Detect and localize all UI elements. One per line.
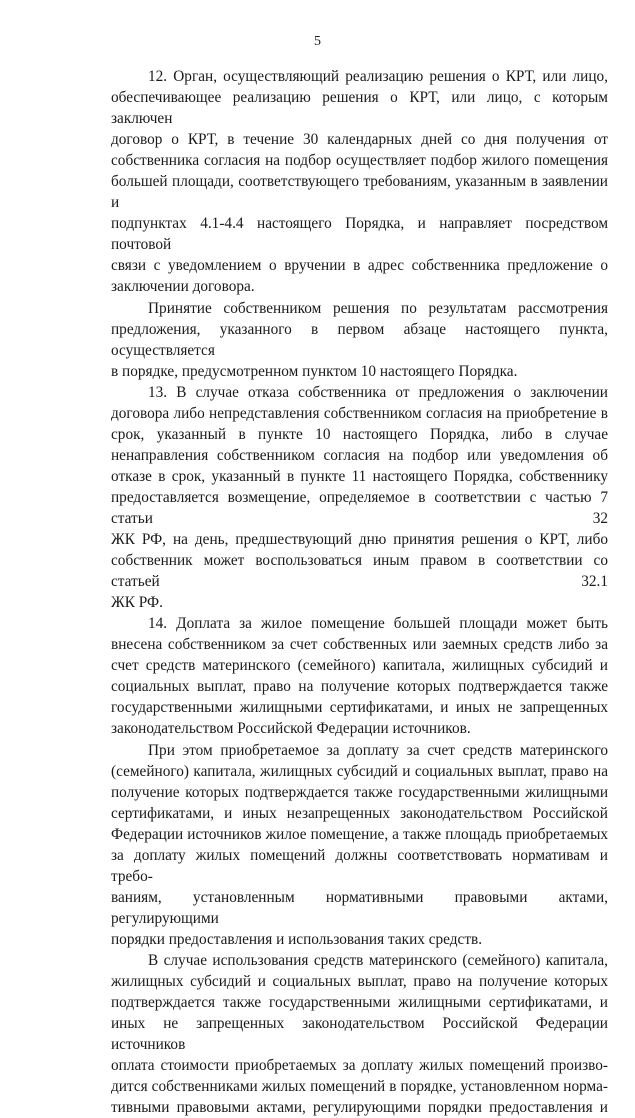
text-line: 14. Доплата за жилое помещение большей площади может быть	[148, 615, 608, 633]
text-line: предложения, указанного в первом абзаце настоящего пункта, осуществляется	[111, 320, 608, 359]
text-line: тивными правовыми актами, регулирующими порядки предоставления и	[111, 1099, 608, 1117]
text-line: ненаправления собственником согласия на подбор или уведомления об	[111, 446, 608, 464]
text-line: счет средств материнского (семейного) капитала, жилищных субсидий и	[111, 657, 608, 675]
paragraph	[111, 950, 608, 1118]
text-line: дится собственниками жилых помещений в порядке, установленном норма-	[111, 1078, 608, 1096]
text-line: подпунктах 4.1-4.4 настоящего Порядка, и направляет посредством почтовой	[111, 215, 608, 254]
text-line: 12. Орган, осуществляющий реализацию решения о КРТ, или лицо,	[148, 68, 608, 85]
text-line: социальных выплат, право на получение которых подтверждается также	[111, 678, 608, 696]
text-line: в порядке, предусмотренном пунктом 10 настоящего Порядка.	[111, 362, 518, 380]
text-line: порядки предоставления и использования таких средств.	[111, 930, 483, 948]
text-line: Федерации источников жилое помещение, а также площадь приобретаемых	[111, 825, 608, 843]
text-line: оплата стоимости приобретаемых за доплату жилых помещений произво-	[111, 1057, 608, 1075]
document-body	[111, 66, 608, 1118]
paragraph	[111, 382, 608, 614]
text-line: сертификатами, и иных незапрещенных законодательством Российской	[111, 804, 608, 822]
text-line: договор о КРТ, в течение 30 календарных дней со дня получения от	[111, 131, 608, 149]
text-line: срок, указанный в пункте 10 настоящего Порядка, либо в случае	[111, 425, 608, 443]
text-line: внесена собственником за счет собственных или заемных средств либо за	[111, 636, 608, 654]
text-line: государственными жилищными сертификатами, и иных не запрещенных	[111, 699, 608, 717]
text-line: 13. В случае отказа собственника от предложения о заключении	[148, 383, 608, 401]
text-line: В случае использования средств материнского (семейного) капитала,	[148, 951, 608, 969]
paragraph	[111, 66, 608, 298]
page-number: 5	[314, 34, 321, 49]
text-line: жилищных субсидий и социальных выплат, право на получение которых	[111, 973, 608, 991]
text-line: подтверждается также государственными жилищными сертификатами, и	[111, 994, 608, 1012]
text-line: собственника согласия на подбор осуществляет подбор жилого помещения	[111, 152, 608, 170]
text-line: обеспечивающее реализацию решения о КРТ, или лицо, с которым заключен	[111, 89, 608, 128]
text-line: При этом приобретаемое за доплату за счет средств материнского	[148, 741, 608, 759]
text-line: ЖК РФ, на день, предшествующий дню принятия решения о КРТ, либо	[111, 531, 608, 549]
text-line: (семейного) капитала, жилищных субсидий и социальных выплат, право на	[111, 762, 608, 780]
text-line: договора либо непредставления собственником согласия на приобретение в	[111, 404, 608, 422]
text-line: большей площади, соответствующего требованиям, указанным в заявлении и	[111, 173, 608, 212]
text-line: получение которых подтверждается также государственными жилищными	[111, 783, 608, 801]
text-line: законодательством Российской Федерации источников.	[111, 720, 471, 738]
text-line: иных не запрещенных законодательством Российской Федерации источников	[111, 1015, 608, 1054]
text-line: связи с уведомлением о вручении в адрес собственника предложение о	[111, 257, 608, 275]
text-line: собственник может воспользоваться иным правом в соответствии со статьей 32.1	[111, 552, 608, 591]
paragraph	[111, 613, 608, 739]
paragraph	[111, 740, 608, 950]
text-line: заключении договора.	[111, 278, 255, 296]
text-line: Принятие собственником решения по результатам рассмотрения	[148, 299, 608, 317]
paragraph	[111, 298, 608, 382]
text-line: отказе в срок, указанный в пункте 11 настоящего Порядка, собственнику	[111, 467, 608, 485]
text-line: предоставляется возмещение, определяемое в соответствии с частью 7 статьи 32	[111, 488, 608, 527]
text-line: за доплату жилых помещений должны соответствовать нормативам и требо-	[111, 846, 608, 885]
text-line: ваниям, установленным нормативными правовыми актами, регулирующими	[111, 888, 608, 927]
text-line: ЖК РФ.	[111, 594, 163, 612]
